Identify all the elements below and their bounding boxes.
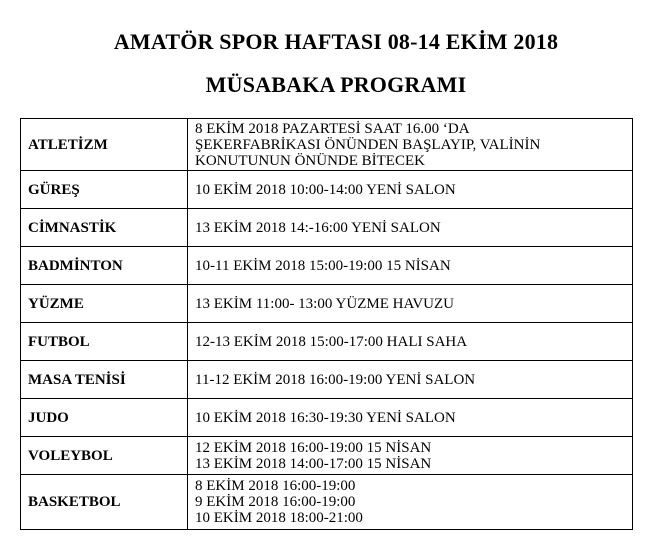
table-row — [21, 247, 633, 285]
schedule-detail-cell — [188, 171, 633, 209]
sport-name-cell: YÜZME — [21, 285, 188, 323]
schedule-line: 13 EKİM 11:00- 13:00 YÜZME HAVUZU — [195, 295, 455, 312]
schedule-detail-cell — [188, 285, 633, 323]
table-row — [21, 285, 633, 323]
table-row — [21, 437, 633, 475]
schedule-line: 10 EKİM 2018 18:00-21:00 — [195, 510, 363, 526]
sport-name-cell: FUTBOL — [21, 323, 188, 361]
table-row — [21, 361, 633, 399]
table-row — [21, 209, 633, 247]
schedule-line: 13 EKİM 2018 14:-16:00 YENİ SALON — [195, 219, 441, 236]
sport-name-cell: MASA TENİSİ — [21, 361, 188, 399]
sport-name-cell: ATLETİZM — [21, 119, 188, 171]
schedule-detail-cell — [188, 209, 633, 247]
competition-schedule-table — [20, 118, 633, 530]
document-title: AMATÖR SPOR HAFTASI 08-14 EKİM 2018 — [113, 29, 559, 54]
table-row — [21, 323, 633, 361]
sport-name-cell: CİMNASTİK — [21, 209, 188, 247]
table-row — [21, 475, 633, 530]
schedule-line: 13 EKİM 2018 14:00-17:00 15 NİSAN — [195, 455, 432, 472]
schedule-detail-cell — [188, 437, 633, 475]
document-subtitle: MÜSABAKA PROGRAMI — [205, 72, 467, 97]
table-row — [21, 171, 633, 209]
schedule-line: 10-11 EKİM 2018 15:00-19:00 15 NİSAN — [195, 257, 451, 274]
schedule-line: 10 EKİM 2018 16:30-19:30 YENİ SALON — [195, 409, 456, 426]
schedule-line: ŞEKERFABRİKASI ÖNÜNDEN BAŞLAYIP, VALİNİN — [195, 136, 541, 153]
schedule-line: KONUTUNUN ÖNÜNDE BİTECEK — [195, 152, 425, 169]
schedule-line: 8 EKİM 2018 16:00-19:00 — [195, 478, 356, 494]
schedule-line: 10 EKİM 2018 10:00-14:00 YENİ SALON — [195, 181, 456, 198]
schedule-detail-cell — [188, 247, 633, 285]
schedule-line: 9 EKİM 2018 16:00-19:00 — [195, 494, 356, 510]
schedule-detail-cell — [188, 399, 633, 437]
sport-name-cell: GÜREŞ — [21, 171, 188, 209]
table-row — [21, 119, 633, 171]
schedule-detail-cell — [188, 361, 633, 399]
sport-name-cell: BADMİNTON — [21, 247, 188, 285]
schedule-detail-cell — [188, 119, 633, 171]
sport-name-cell: VOLEYBOL — [21, 437, 188, 475]
schedule-detail-cell — [188, 323, 633, 361]
sport-name-cell: BASKETBOL — [21, 475, 188, 530]
schedule-line: 11-12 EKİM 2018 16:00-19:00 YENİ SALON — [195, 371, 476, 388]
schedule-line: 8 EKİM 2018 PAZARTESİ SAAT 16.00 ‘DA — [195, 120, 470, 137]
sport-name-cell: JUDO — [21, 399, 188, 437]
schedule-line: 12-13 EKİM 2018 15:00-17:00 HALI SAHA — [195, 333, 468, 350]
schedule-line: 12 EKİM 2018 16:00-19:00 15 NİSAN — [195, 439, 432, 456]
schedule-detail-cell — [188, 475, 633, 530]
table-row — [21, 399, 633, 437]
